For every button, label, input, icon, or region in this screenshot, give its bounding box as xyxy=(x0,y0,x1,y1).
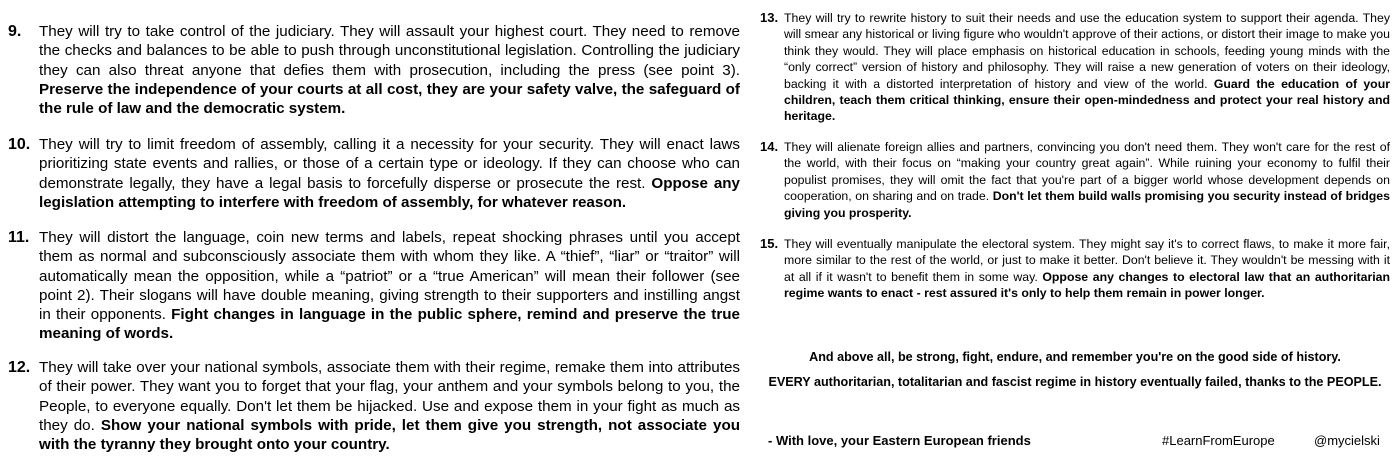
point-12 xyxy=(8,358,740,454)
point-text: They will try to take control of the judiciary. They will assault your highest court. They need to remove the checks and balances to be able to push through unconstitutional legislation. Controlling the judiciary they can also threat anyone that defies them with prosecution, including the press (see point 3). xyxy=(39,23,740,79)
point-14 xyxy=(760,139,1390,221)
signature: - With love, your Eastern European friends xyxy=(768,433,1031,448)
point-text: They will eventually manipulate the electoral system. They might say it's to correct flaws, to make it more fair, more similar to the rest of the world, or just to make it better. Don't believe it. They wouldn't be messing with it at all if it wasn't to benefit them in some way. xyxy=(784,237,1390,284)
point-number: 14. xyxy=(760,139,779,154)
point-call-to-action: Preserve the independence of your courts at all cost, they are your safety valve, the safeguard of the rule of law and the democratic system. xyxy=(39,80,740,118)
point-text: They will try to limit freedom of assembly, calling it a necessity for your security. They will enact laws prioritizing state events and rallies, or those of a certain type or ideology. If they can choose who can demonstrate legally, they have a legal basis to forcefully disperse or prosecute the rest. xyxy=(39,136,740,192)
closing-line-1: And above all, be strong, fight, endure, and remember you're on the good side of history. xyxy=(809,350,1341,364)
point-call-to-action: Oppose any changes to electoral law that an authoritarian regime wants to enact - rest assured it's only to help them remain in power longer. xyxy=(784,269,1390,301)
point-11 xyxy=(8,228,740,344)
point-text: They will take over your national symbols, associate them with their regime, remake them into attributes of their power. They want you to forget that your flag, your anthem and your symbols belong to you, the People, to everyone equally. Don't let them be hijacked. Use and expose them in your fight as much as they do. xyxy=(39,359,740,434)
point-13 xyxy=(760,10,1390,125)
point-number: 11. xyxy=(8,229,30,246)
point-call-to-action: Guard the education of your children, teach them critical thinking, ensure their open-mindedness and protect your real history and heritage. xyxy=(784,76,1390,124)
closing-line-2: EVERY authoritarian, totalitarian and fascist regime in history eventually failed, thanks to the PEOPLE. xyxy=(768,375,1382,389)
point-10 xyxy=(8,135,740,212)
point-number: 9. xyxy=(8,23,22,40)
point-call-to-action: Oppose any legislation attempting to interfere with freedom of assembly, for whatever reason. xyxy=(39,174,740,211)
point-number: 15. xyxy=(760,236,779,251)
point-call-to-action: Show your national symbols with pride, let them give you strength, not associate you with the tyranny they brought onto your country. xyxy=(39,416,740,454)
author-handle: @mycielski xyxy=(1314,433,1380,448)
point-number: 12. xyxy=(8,359,31,376)
point-text: They will try to rewrite history to suit their needs and use the education system to support their agenda. They will smear any historical or living figure who wouldn't approve of their actions, or distort their image to make you think they would. They will place emphasis on historical education in schools, feeding young minds with the “only correct” version of history and philosophy. They will raise a new generation of voters on their ideology, backing it with a distorted interpretation of history and view of the world. xyxy=(784,11,1390,91)
point-number: 10. xyxy=(8,136,31,153)
point-call-to-action: Don't let them build walls promising you security instead of bridges giving you prosperity. xyxy=(784,189,1390,220)
point-text: They will alienate foreign allies and partners, convincing you don't need them. They won't care for the rest of the world, with their focus on “making your country great again”. While ruining your economy to fulfil their populist promises, they will omit the fact that you're part of a bigger world whose development depends on cooperation, on sharing and on trade. xyxy=(784,140,1390,204)
point-text: They will distort the language, coin new terms and labels, repeat shocking phrases until you accept them as normal and subconsciously associate them with whom they like. A “thief”, “liar” or “traitor” will automatically mean the opposition, while a “patriot” or a “true American” will mean their follower (see point 2). Their slogans will have double meaning, giving strength to their supporters and instilling angst in their opponents. xyxy=(39,229,740,324)
point-9 xyxy=(8,22,740,118)
hashtag: #LearnFromEurope xyxy=(1162,433,1275,448)
point-call-to-action: Fight changes in language in the public sphere, remind and preserve the true meaning of words. xyxy=(39,306,741,343)
point-15 xyxy=(760,236,1390,302)
point-number: 13. xyxy=(760,10,779,25)
